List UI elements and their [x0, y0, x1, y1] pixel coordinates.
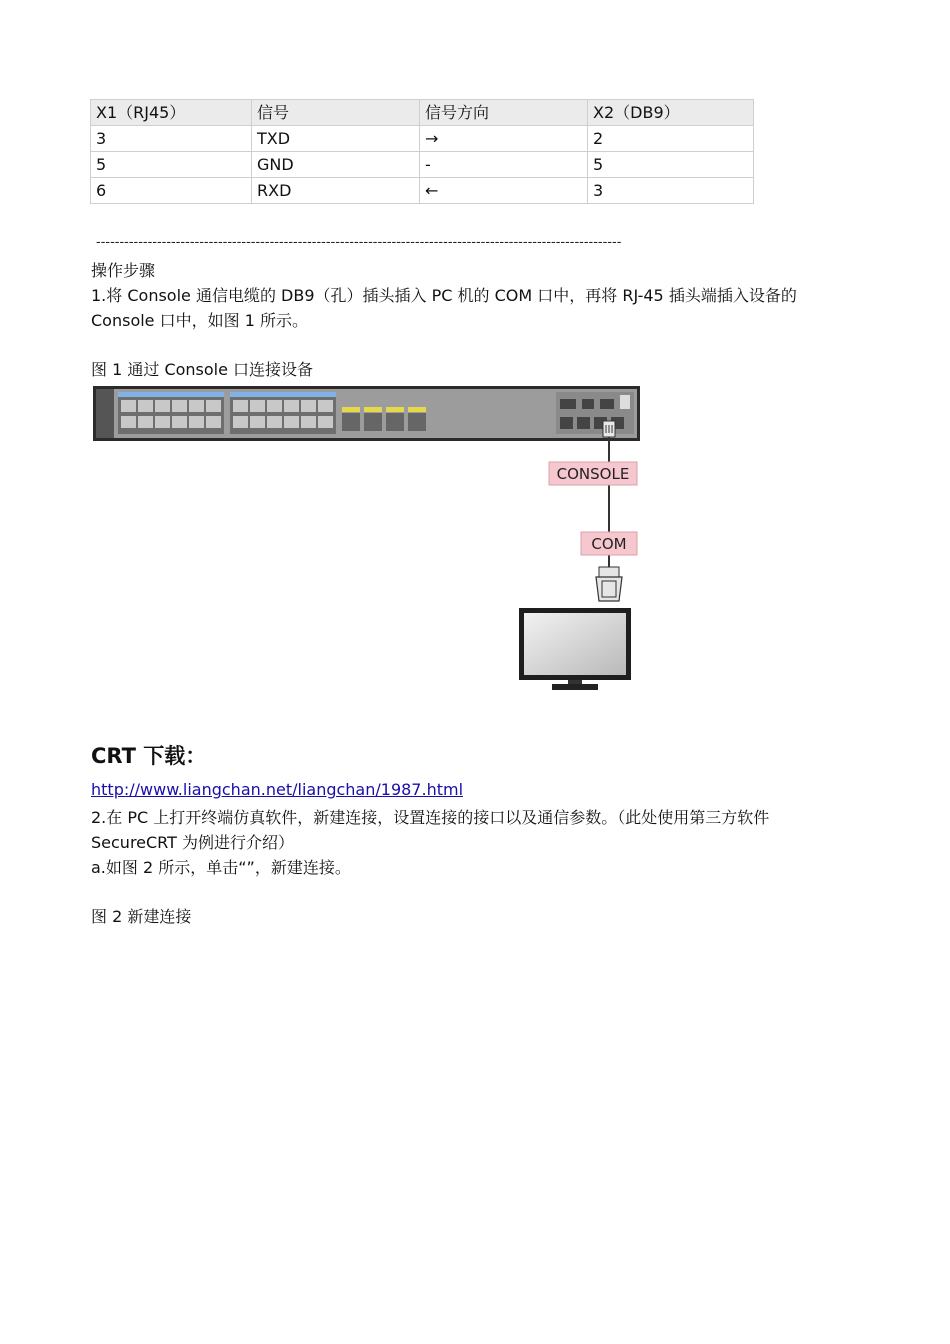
table-row [91, 178, 754, 204]
figure2-caption: 图 2 新建连接 [91, 907, 192, 926]
table-header-row [91, 100, 754, 126]
crt-download-link[interactable]: http://www.liangchan.net/liangchan/1987.html [91, 780, 464, 799]
step2a-text: a.如图 2 所示，单击“”，新建连接。 [91, 858, 351, 877]
steps-heading: 操作步骤 [91, 261, 156, 280]
table-cell: RXD [252, 178, 420, 204]
table-header-cell: X2（DB9） [588, 100, 754, 126]
table-cell: 5 [588, 152, 754, 178]
table-row [91, 152, 754, 178]
table-cell: 6 [91, 178, 252, 204]
step2-text-line1: 2.在 PC 上打开终端仿真软件，新建连接，设置连接的接口以及通信参数。（此处使用第三方软件 [91, 808, 770, 827]
table-row [91, 126, 754, 152]
table-cell: GND [252, 152, 420, 178]
rj45-plug-icon [603, 421, 615, 437]
table-cell: TXD [252, 126, 420, 152]
step2-text-line2: SecureCRT 为例进行介绍） [91, 833, 294, 852]
console-label: CONSOLE [556, 465, 630, 483]
figure1-caption: 图 1 通过 Console 口连接设备 [91, 360, 314, 379]
table-header-cell: 信号方向 [420, 100, 588, 126]
db9-plug-icon [596, 567, 622, 601]
step1-text-line1: 1.将 Console 通信电缆的 DB9（孔）插头插入 PC 机的 COM 口中，再将 RJ-45 插头端插入设备的 [91, 286, 797, 305]
separator-line: ---------------------------------------------------------------------------------------------------------------- [96, 235, 622, 250]
table-cell: - [420, 152, 588, 178]
pc-monitor-icon [519, 608, 631, 690]
console-connection-diagram [90, 383, 650, 695]
table-cell: 3 [91, 126, 252, 152]
table-header-cell: X1（RJ45） [91, 100, 252, 126]
step1-text-line2: Console 口中，如图 1 所示。 [91, 311, 308, 330]
table-cell: 5 [91, 152, 252, 178]
com-label: COM [591, 535, 627, 553]
table-header-cell: 信号 [252, 100, 420, 126]
crt-download-heading: CRT 下载： [91, 744, 207, 768]
table-cell: 3 [588, 178, 754, 204]
pin-mapping-table [90, 99, 754, 204]
table-cell: 2 [588, 126, 754, 152]
switch-device-icon [93, 386, 640, 441]
table-cell: ← [420, 178, 588, 204]
table-cell: → [420, 126, 588, 152]
